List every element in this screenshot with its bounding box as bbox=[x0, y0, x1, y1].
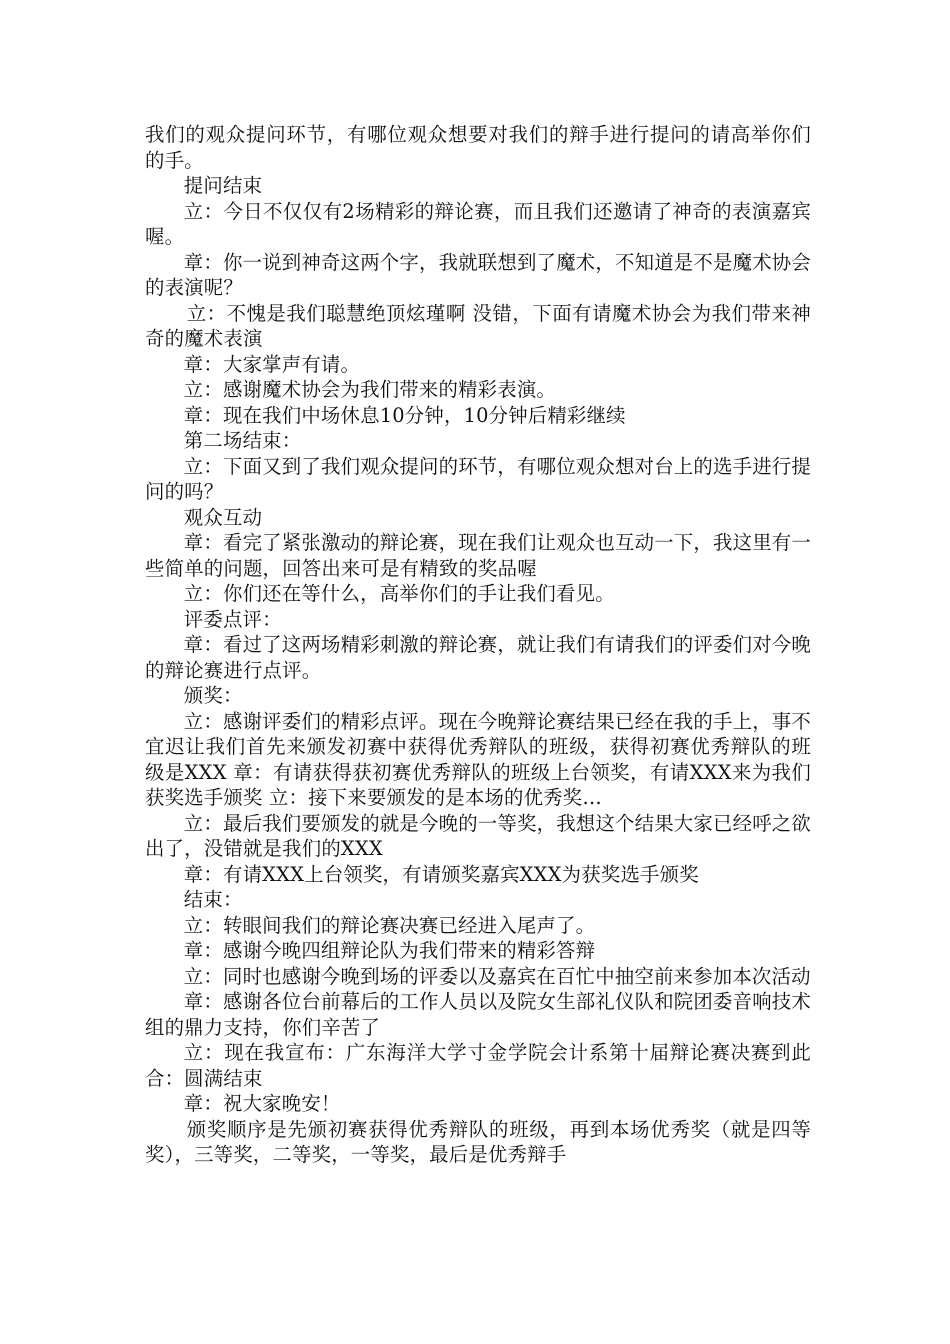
paragraph-guest-intro: 立：今日不仅仅有2场精彩的辩论赛，而且我们还邀请了神奇的表演嘉宾喔。 bbox=[145, 199, 811, 248]
paragraph-thanks-magic: 立：感谢魔术协会为我们带来的精彩表演。 bbox=[183, 378, 557, 401]
document-body bbox=[145, 122, 811, 1168]
paragraph-announcement: 立：现在我宣布：广东海洋大学寸金学院会计系第十届辩论赛决赛到此 合：圆满结束 bbox=[145, 1041, 811, 1090]
paragraph-thanks-judges: 立：同时也感谢今晚到场的评委以及嘉宾在百忙中抽空前来参加本次活动 bbox=[183, 964, 811, 988]
paragraph-closing-end: 立：转眼间我们的辩论赛决赛已经进入尾声了。 bbox=[183, 913, 596, 937]
paragraph-award-order: 颁奖顺序是先颁初赛获得优秀辩队的班级，再到本场优秀奖（就是四等奖），三等奖，二等奖，一等奖，最后是优秀辩手 bbox=[145, 1117, 811, 1166]
section-heading-awards: 颁奖： bbox=[183, 684, 243, 707]
paragraph-intermission: 章：现在我们中场休息10分钟，10分钟后精彩继续 bbox=[183, 403, 626, 427]
section-heading-closing: 结束： bbox=[183, 888, 243, 911]
section-heading-round-two-end: 第二场结束： bbox=[183, 429, 302, 452]
paragraph-awards-first: 立：感谢评委们的精彩点评。现在今晚辩论赛结果已经在我的手上，事不宜迟让我们首先来颁发初赛中获得优秀辩队的班级，获得初赛优秀辩队的班级是XXX 章：有请获得获初赛优秀辩队的班级上台领奖，有请XXX来为我们获奖选手颁奖 立：接下来要颁发的是本场的优秀奖… bbox=[145, 709, 811, 809]
section-heading-question-end: 提问结束 bbox=[183, 174, 263, 197]
paragraph-audience-question-two: 立：下面又到了我们观众提问的环节，有哪位观众想对台上的选手进行提问的吗？ bbox=[145, 454, 811, 503]
paragraph-interaction-intro: 章：看完了紧张激动的辩论赛，现在我们让观众也互动一下，我这里有一些简单的问题，回答出来可是有精致的奖品喔 bbox=[145, 531, 811, 580]
paragraph-magic-guess: 章：你一说到神奇这两个字，我就联想到了魔术，不知道是不是魔术协会的表演呢？ bbox=[145, 250, 811, 299]
paragraph-first-prize: 立：最后我们要颁发的就是今晚的一等奖，我想这个结果大家已经呼之欲出了，没错就是我们的XXX bbox=[145, 811, 811, 860]
paragraph-thanks-staff: 章：感谢各位台前幕后的工作人员以及院女生部礼仪队和院团委音响技术组的鼎力支持，你们辛苦了 bbox=[145, 990, 811, 1039]
section-heading-judges-comments: 评委点评： bbox=[183, 607, 282, 631]
section-heading-audience-interaction: 观众互动 bbox=[183, 505, 263, 529]
paragraph-applause: 章：大家掌声有请。 bbox=[183, 352, 361, 376]
paragraph-raise-hands: 立：你们还在等什么，高举你们的手让我们看见。 bbox=[183, 582, 615, 605]
paragraph-judges-invite: 章：看过了这两场精彩刺激的辩论赛，就让我们有请我们的评委们对今晚的辩论赛进行点评。 bbox=[145, 633, 811, 682]
paragraph-audience-question: 我们的观众提问环节，有哪位观众想要对我们的辩手进行提问的请高举你们的手。 bbox=[145, 123, 811, 172]
paragraph-thanks-teams: 章：感谢今晚四组辩论队为我们带来的精彩答辩 bbox=[183, 939, 596, 962]
paragraph-good-night: 章：祝大家晚安！ bbox=[183, 1092, 341, 1115]
paragraph-magic-invite: 立：不愧是我们聪慧绝顶炫瑾啊 没错，下面有请魔术协会为我们带来神奇的魔术表演 bbox=[145, 301, 811, 350]
paragraph-first-prize-presenter: 章：有请XXX上台领奖，有请颁奖嘉宾XXX为获奖选手颁奖 bbox=[183, 862, 699, 886]
